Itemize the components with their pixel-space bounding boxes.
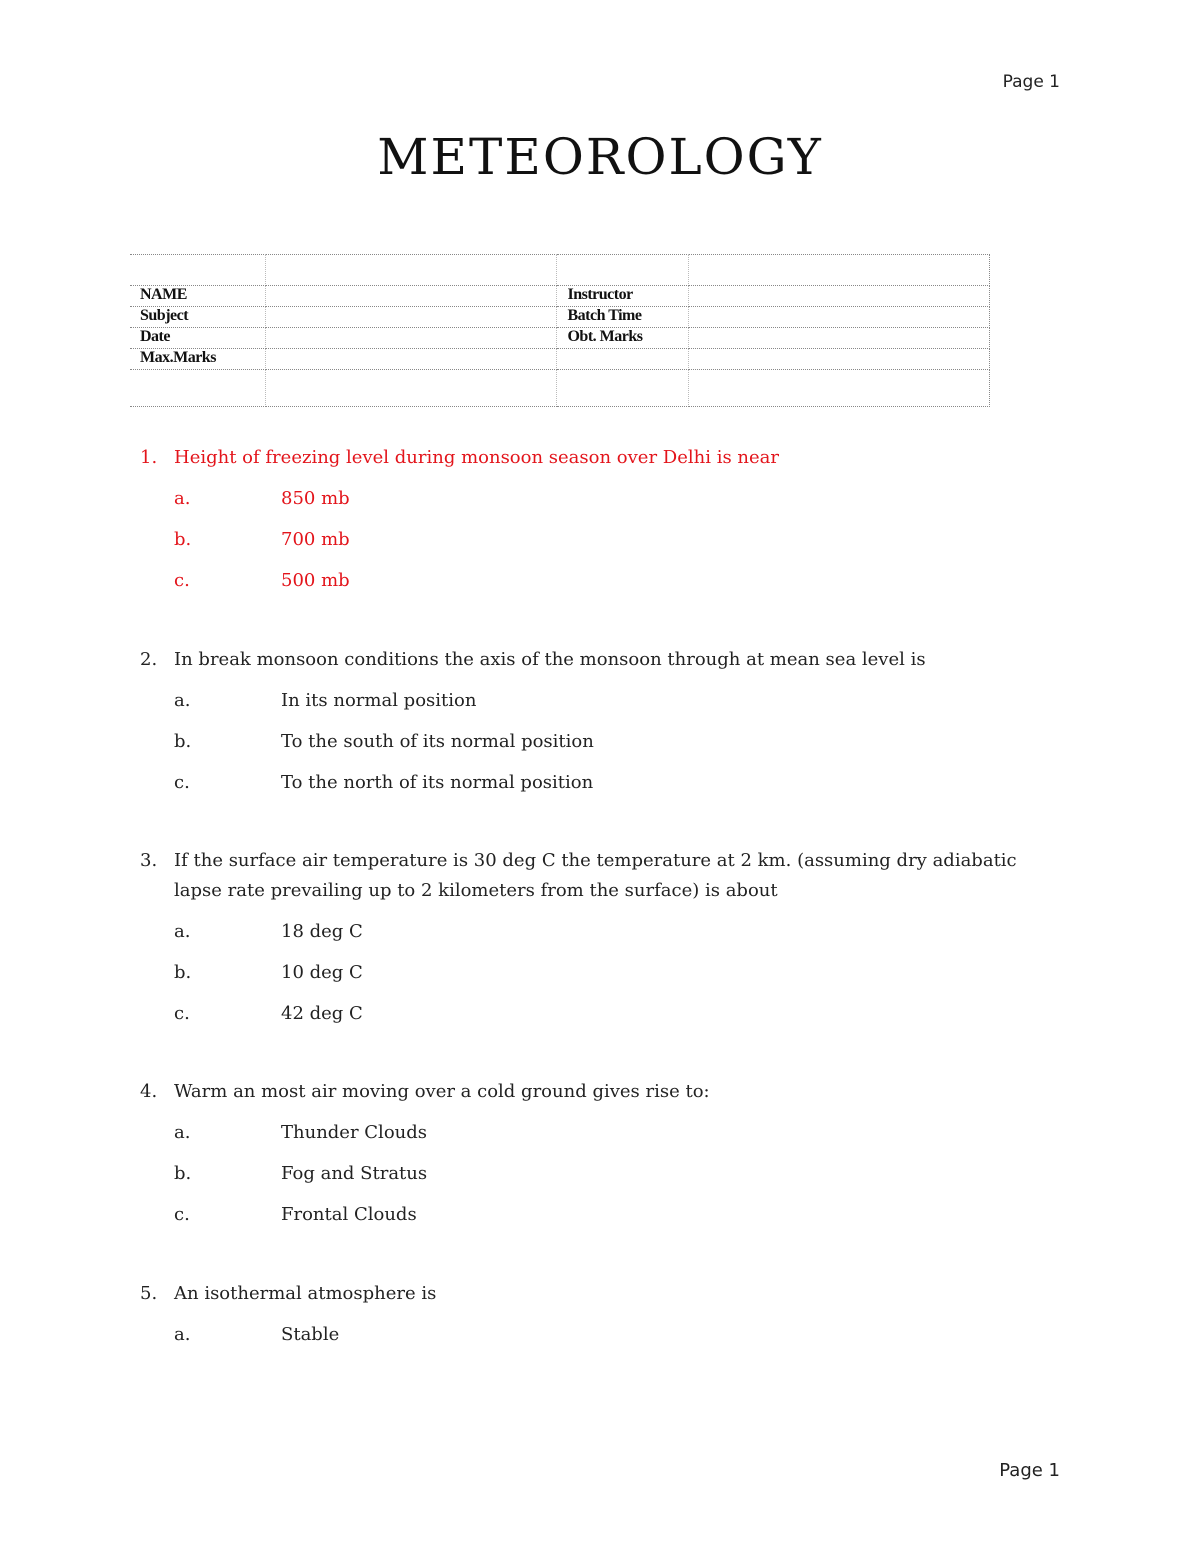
option-b[interactable] xyxy=(174,727,1060,757)
question-text: An isothermal atmosphere is xyxy=(174,1283,437,1304)
question-number: 5. xyxy=(140,1283,158,1304)
option-letter: b. xyxy=(174,731,192,752)
option-a[interactable] xyxy=(174,686,1060,716)
option-letter: b. xyxy=(174,1163,192,1184)
option-text: 500 mb xyxy=(281,570,350,591)
option-b[interactable] xyxy=(174,1159,1060,1189)
question-1 xyxy=(140,443,1060,596)
page-header-label: Page 1 xyxy=(1002,72,1060,92)
question-4 xyxy=(140,1077,1060,1230)
option-b[interactable] xyxy=(174,525,1060,555)
option-letter: c. xyxy=(174,772,190,793)
question-5 xyxy=(140,1279,1060,1350)
option-text: Stable xyxy=(281,1324,340,1345)
option-b[interactable] xyxy=(174,958,1060,988)
instructor-field[interactable] xyxy=(688,286,989,307)
page-footer-label: Page 1 xyxy=(999,1460,1060,1481)
option-a[interactable] xyxy=(174,917,1060,947)
question-number: 2. xyxy=(140,649,158,670)
option-letter: a. xyxy=(174,1122,191,1143)
option-text: 18 deg C xyxy=(281,921,363,942)
option-text: 700 mb xyxy=(281,529,350,550)
option-a[interactable] xyxy=(174,1320,1060,1350)
max-marks-label: Max.Marks xyxy=(130,349,266,370)
name-label: NAME xyxy=(130,286,266,307)
info-row-empty-top xyxy=(130,255,990,286)
option-c[interactable] xyxy=(174,999,1060,1029)
obt-marks-field[interactable] xyxy=(688,328,989,349)
question-number: 4. xyxy=(140,1081,158,1102)
info-row-empty-bottom xyxy=(130,370,990,407)
subject-label: Subject xyxy=(130,307,266,328)
option-a[interactable] xyxy=(174,1118,1060,1148)
question-2 xyxy=(140,645,1060,798)
option-c[interactable] xyxy=(174,566,1060,596)
question-number: 1. xyxy=(140,447,158,468)
question-text: If the surface air temperature is 30 deg C the temperature at 2 km. (assuming dry adiabatic lapse rate prevailing up to 2 kilometers from the surface) is about xyxy=(174,850,1017,901)
option-letter: b. xyxy=(174,529,192,550)
date-field[interactable] xyxy=(266,328,557,349)
option-text: Fog and Stratus xyxy=(281,1163,428,1184)
question-text: Height of freezing level during monsoon season over Delhi is near xyxy=(174,447,779,468)
option-text: 850 mb xyxy=(281,488,350,509)
option-letter: c. xyxy=(174,570,190,591)
info-row-name xyxy=(130,286,990,307)
option-letter: a. xyxy=(174,1324,191,1345)
option-c[interactable] xyxy=(174,1200,1060,1230)
question-text: In break monsoon conditions the axis of the monsoon through at mean sea level is xyxy=(174,649,926,670)
instructor-label: Instructor xyxy=(557,286,688,307)
obt-marks-label: Obt. Marks xyxy=(557,328,688,349)
question-text: Warm an most air moving over a cold ground gives rise to: xyxy=(174,1081,710,1102)
option-letter: b. xyxy=(174,962,192,983)
question-3 xyxy=(140,846,1060,1029)
subject-field[interactable] xyxy=(266,307,557,328)
option-text: 10 deg C xyxy=(281,962,363,983)
batch-time-label: Batch Time xyxy=(557,307,688,328)
info-row-subject xyxy=(130,307,990,328)
student-info-table xyxy=(130,254,990,407)
info-row-date xyxy=(130,328,990,349)
option-text: In its normal position xyxy=(281,690,477,711)
batch-time-field[interactable] xyxy=(688,307,989,328)
question-number: 3. xyxy=(140,850,158,871)
option-c[interactable] xyxy=(174,768,1060,798)
option-letter: a. xyxy=(174,690,191,711)
option-letter: a. xyxy=(174,488,191,509)
option-text: To the north of its normal position xyxy=(281,772,594,793)
option-a[interactable] xyxy=(174,484,1060,514)
max-marks-field[interactable] xyxy=(266,349,557,370)
option-text: Thunder Clouds xyxy=(281,1122,428,1143)
option-text: 42 deg C xyxy=(281,1003,363,1024)
option-letter: c. xyxy=(174,1003,190,1024)
document-title: METEOROLOGY xyxy=(377,128,823,186)
option-text: Frontal Clouds xyxy=(281,1204,417,1225)
info-row-max-marks xyxy=(130,349,990,370)
name-field[interactable] xyxy=(266,286,557,307)
option-text: To the south of its normal position xyxy=(281,731,594,752)
option-letter: c. xyxy=(174,1204,190,1225)
date-label: Date xyxy=(130,328,266,349)
option-letter: a. xyxy=(174,921,191,942)
